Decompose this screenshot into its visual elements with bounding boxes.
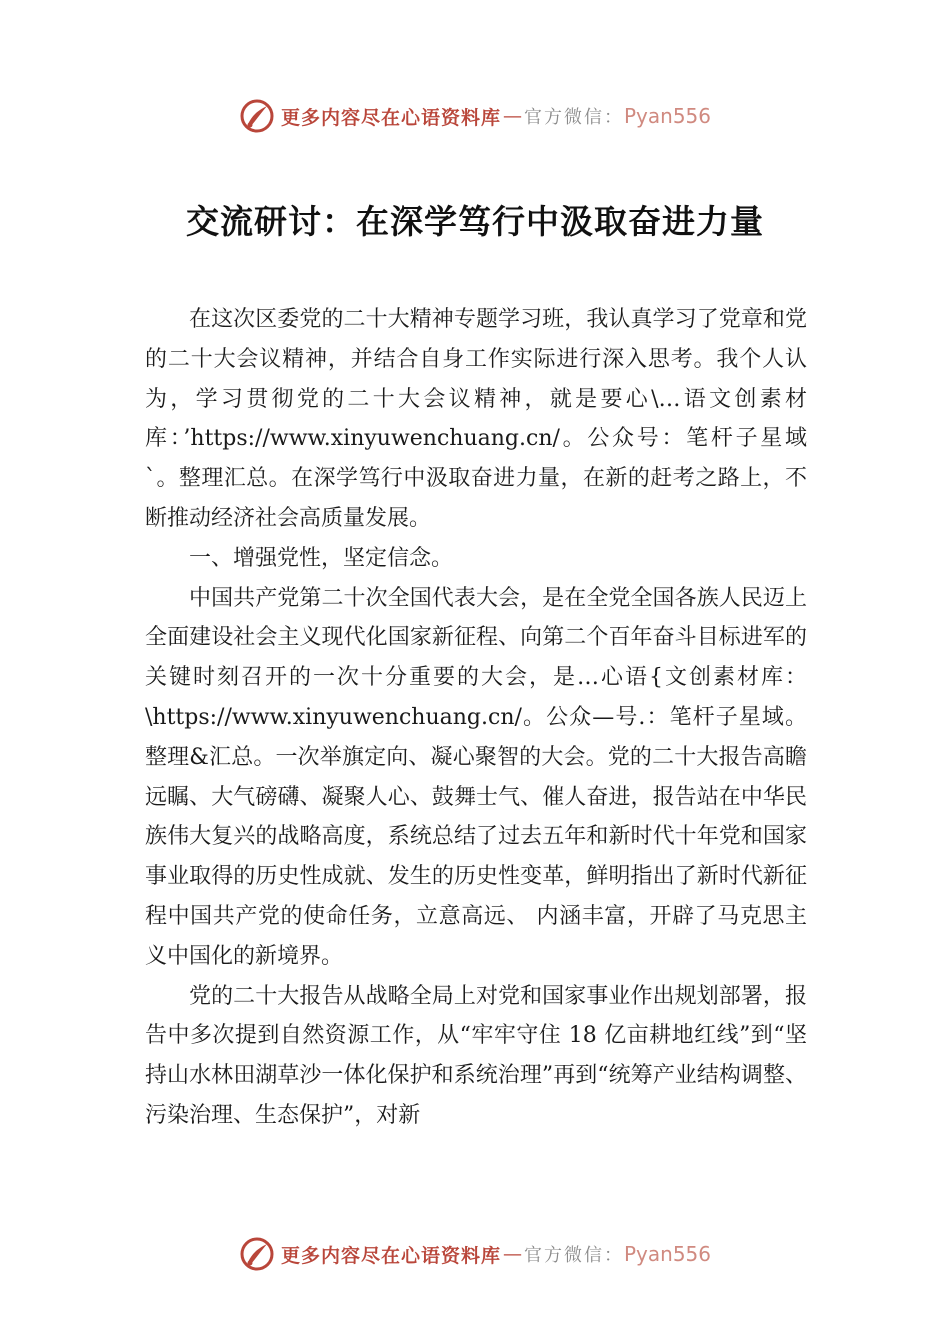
brush-logo-icon: [239, 1236, 275, 1272]
banner-wechat-id: Pyan556: [624, 1242, 712, 1266]
banner-brand-text: 更多内容尽在心语资料库: [280, 106, 501, 129]
banner-dash: —: [503, 105, 522, 127]
banner-official-label: 官方微信：: [524, 1245, 624, 1266]
body-paragraph: 党的二十大报告从战略全局上对党和国家事业作出规划部署，报告中多次提到自然资源工作，从“牢牢守住 18 亿亩耕地红线”到“坚持山水林田湖草沙一体化保护和系统治理”再到“统筹产业结构调整、污染治理、生态保护”，对新: [145, 983, 807, 1128]
banner-wechat-id: Pyan556: [624, 104, 712, 128]
document-title: 交流研讨：在深学笃行中汲取奋进力量: [186, 202, 764, 241]
body-paragraph: 在这次区委党的二十大精神专题学习班，我认真学习了党章和党的二十大会议精神，并结合自身工作实际进行深入思考。我个人认为，学习贯彻党的二十大会议精神，就是要心\…语文创素材库：’https://www.xinyuwenchuang.cn/。公众号：笔杆子星域`。整理汇总。在深学笃行中汲取奋进力量，在新的赶考之路上，不断推动经济社会高质量发展。: [145, 307, 807, 531]
header-watermark-banner: [0, 96, 950, 136]
banner-official-label: 官方微信：: [524, 107, 624, 128]
banner-brand-text: 更多内容尽在心语资料库: [280, 1244, 501, 1267]
brush-logo-icon: [239, 98, 275, 134]
banner-dash: —: [503, 1243, 522, 1265]
section-heading: 一、增强党性，坚定信念。: [189, 545, 454, 571]
body-paragraph: 中国共产党第二十次全国代表大会，是在全党全国各族人民迈上全面建设社会主义现代化国家新征程、向第二个百年奋斗目标进军的关键时刻召开的一次十分重要的大会，是…心语{文创素材库：\https://www.xinyuwenchuang.cn/。公众—号.：笔杆子星域。整理&汇总。一次举旗定向、凝心聚智的大会。党的二十大报告高瞻远瞩、大气磅礴、凝聚人心、鼓舞士气、催人奋进，报告站在中华民族伟大复兴的战略高度，系统总结了过去五年和新时代十年党和国家事业取得的历史性成就、发生的历史性变革，鲜明指出了新时代新征程中国共产党的使命任务，立意高远、 内涵丰富，开辟了马克思主义中国化的新境界。: [145, 585, 807, 969]
footer-watermark-banner: [0, 1234, 950, 1274]
document-body: [145, 300, 807, 1136]
